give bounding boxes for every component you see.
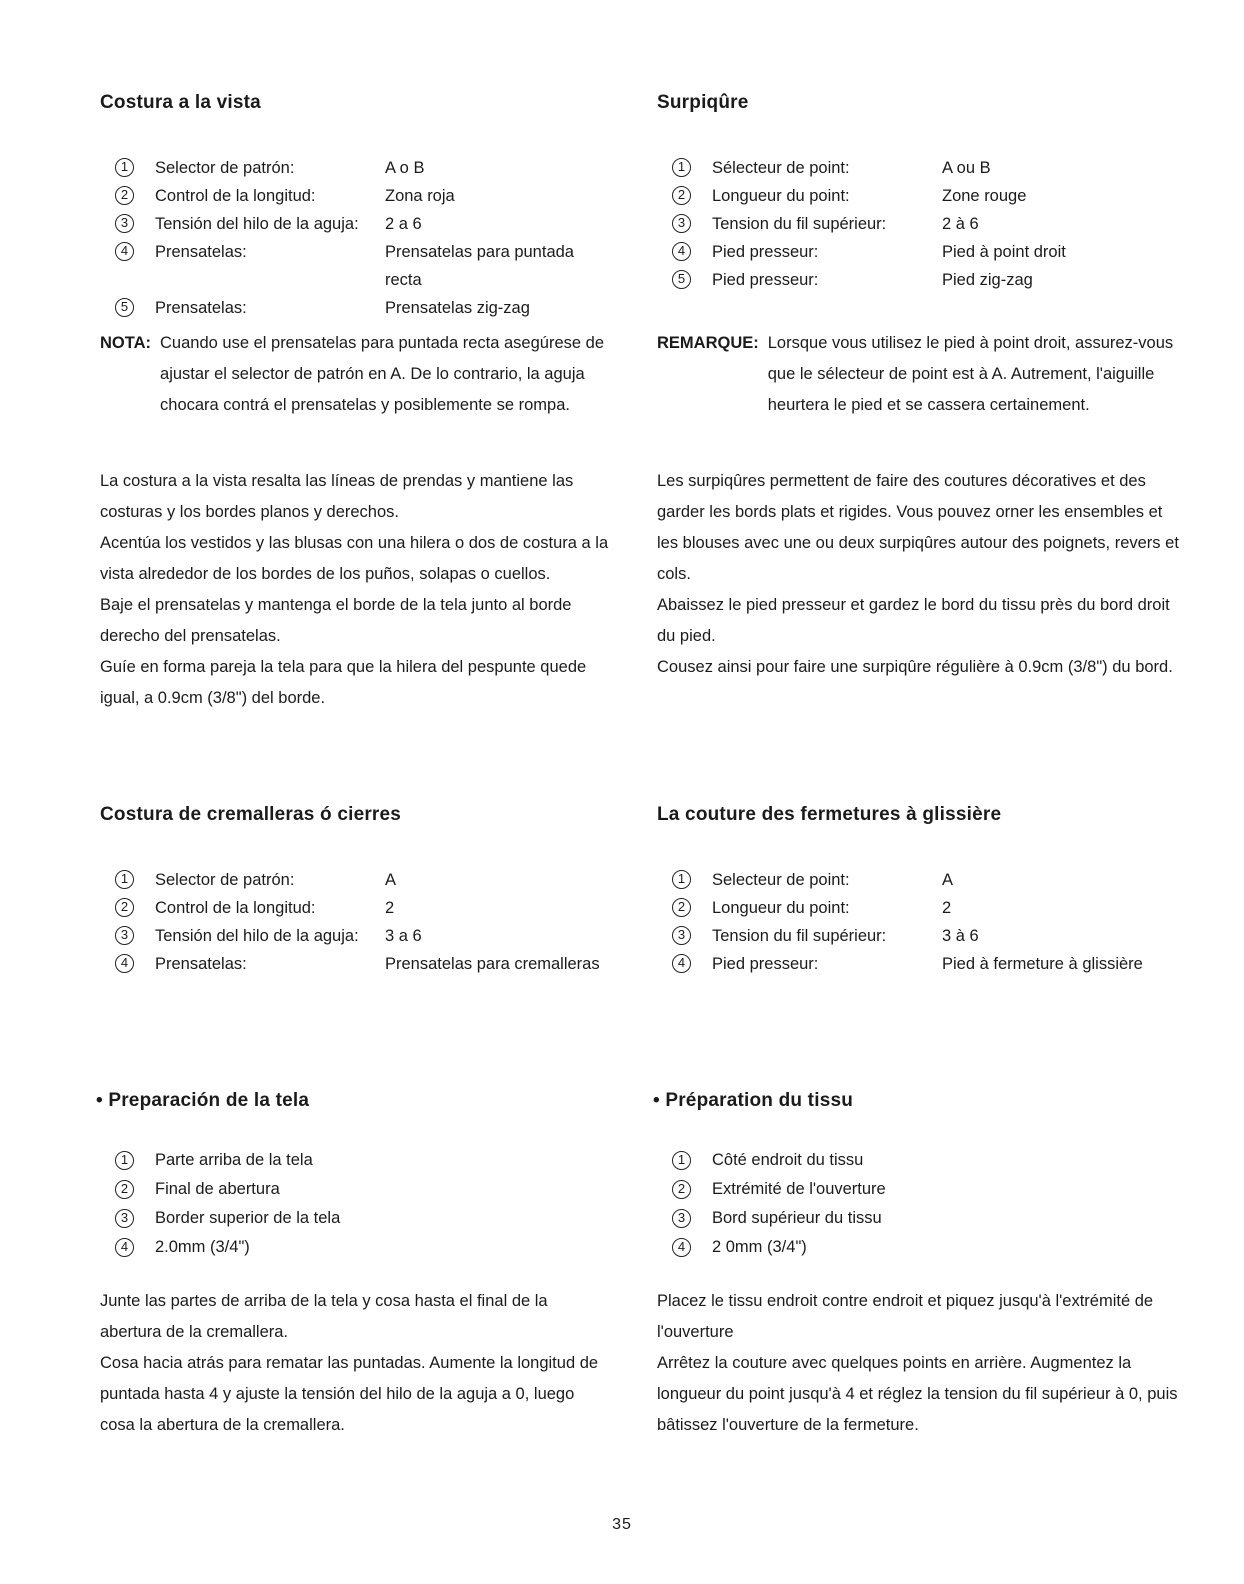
setting-label: Tensión del hilo de la aguja:: [155, 215, 359, 233]
setting-value: A: [942, 871, 954, 889]
setting-value: 2: [942, 899, 952, 917]
note-label: REMARQUE:: [657, 334, 759, 352]
circled-number: 1: [115, 158, 134, 177]
setting-value: Prensatelas para cremalleras: [385, 955, 600, 973]
setting-row: [672, 894, 1192, 922]
paragraph: Acentúa los vestidos y las blusas con una hilera o dos de costura a la vista alrededor de los bordes de los puños, solapas o cuellos.: [100, 534, 609, 583]
list-item-text: Final de abertura: [155, 1180, 280, 1198]
paragraph: Junte las partes de arriba de la tela y cosa hasta el final de la abertura de la cremallera.: [100, 1292, 548, 1341]
note-text: Cuando use el prensatelas para puntada recta asegúrese de ajustar el selector de patrón en A. De lo contrario, la aguja chocara contrá el prensatelas y posiblemente se rompa.: [160, 334, 604, 414]
settings-list-topstitch-es: [115, 154, 610, 322]
section-title-preparation-tissu: • Préparation du tissu: [653, 1090, 854, 1111]
setting-label: Control de la longitud:: [155, 187, 316, 205]
page-number: 35: [612, 1516, 632, 1533]
circled-number: 2: [672, 1180, 691, 1199]
setting-value: 2 a 6: [385, 215, 422, 233]
circled-number: 2: [115, 1180, 134, 1199]
circled-number: 4: [115, 242, 134, 261]
setting-label: Longueur du point:: [712, 899, 850, 917]
setting-label: Selector de patrón:: [155, 871, 295, 889]
paragraph: Les surpiqûres permettent de faire des coutures décoratives et des garder les bords plats et rigides. Vous pouvez orner les ensembles et les blouses avec une ou deux surpiqûres autour des poignets, revers et cols.: [657, 472, 1179, 583]
note-label: NOTA:: [100, 334, 152, 352]
setting-row: [115, 294, 610, 322]
circled-number: 5: [115, 298, 134, 317]
circled-number: 1: [672, 158, 691, 177]
circled-number: 3: [672, 214, 691, 233]
setting-label: Selector de patrón:: [155, 159, 295, 177]
body-text-topstitch-fr: [657, 466, 1179, 683]
paragraph: Placez le tissu endroit contre endroit et piquez jusqu'à l'extrémité de l'ouverture: [657, 1292, 1154, 1341]
section-title-surpiqure: Surpiqûre: [657, 92, 749, 113]
circled-number: 1: [672, 870, 691, 889]
setting-label: Control de la longitud:: [155, 899, 316, 917]
section-title-costura-a-la-vista: Costura a la vista: [100, 92, 261, 113]
setting-row: [115, 238, 610, 294]
setting-label: Tensión del hilo de la aguja:: [155, 927, 359, 945]
circled-number: 4: [672, 1238, 691, 1257]
setting-label: Prensatelas:: [155, 955, 247, 973]
list-item: [115, 1233, 610, 1262]
paragraph: Cosa hacia atrás para rematar las puntadas. Aumente la longitud de puntada hasta 4 y ajuste la tensión del hilo de la aguja a 0, luego cosa la abertura de la cremallera.: [100, 1354, 599, 1434]
setting-row: [115, 154, 610, 182]
setting-value: 2 à 6: [942, 215, 979, 233]
list-item-text: Bord supérieur du tissu: [712, 1209, 882, 1227]
body-text-prep-es: [100, 1286, 612, 1441]
setting-label: Prensatelas:: [155, 299, 247, 317]
settings-list-zipper-es: [115, 866, 610, 978]
body-text-prep-fr: [657, 1286, 1179, 1441]
section-title-preparacion-tela: • Preparación de la tela: [96, 1090, 310, 1111]
circled-number: 2: [115, 898, 134, 917]
list-item-text: Border superior de la tela: [155, 1209, 341, 1227]
settings-list-zipper-fr: [672, 866, 1192, 978]
setting-row: [115, 210, 610, 238]
circled-number: 4: [672, 242, 691, 261]
setting-value: Pied à point droit: [942, 243, 1066, 261]
circled-number: 4: [672, 954, 691, 973]
setting-value: Prensatelas zig-zag: [385, 299, 530, 317]
list-item-text: 2.0mm (3/4"): [155, 1238, 250, 1256]
setting-row: [672, 866, 1192, 894]
list-item: [672, 1233, 1192, 1262]
list-item: [115, 1175, 610, 1204]
circled-number: 3: [115, 1209, 134, 1228]
setting-label: Selecteur de point:: [712, 871, 850, 889]
circled-number: 2: [115, 186, 134, 205]
list-item: [115, 1204, 610, 1233]
setting-label: Pied presseur:: [712, 271, 819, 289]
section-title-fermetures: La couture des fermetures à glissière: [657, 804, 1002, 825]
setting-value: Prensatelas para puntada recta: [385, 243, 574, 289]
paragraph: Abaissez le pied presseur et gardez le bord du tissu près du bord droit du pied.: [657, 596, 1170, 645]
note-text: Lorsque vous utilisez le pied à point droit, assurez-vous que le sélecteur de point est à A. Autrement, l'aiguille heurtera le pied et se cassera certainement.: [767, 334, 1174, 414]
setting-row: [115, 894, 610, 922]
setting-row: [115, 922, 610, 950]
list-item-text: Extrémité de l'ouverture: [712, 1180, 886, 1198]
setting-row: [672, 210, 1192, 238]
setting-value: Zone rouge: [942, 187, 1027, 205]
setting-value: 3 à 6: [942, 927, 979, 945]
circled-number: 1: [115, 1151, 134, 1170]
setting-value: 2: [385, 899, 395, 917]
list-item: [115, 1146, 610, 1175]
setting-value: Pied zig-zag: [942, 271, 1033, 289]
paragraph: Baje el prensatelas y mantenga el borde de la tela junto al borde derecho del prensatelas.: [100, 596, 572, 645]
setting-row: [115, 866, 610, 894]
circled-number: 4: [115, 954, 134, 973]
nota-block: [100, 328, 612, 421]
circled-number: 2: [672, 898, 691, 917]
setting-row: [672, 266, 1192, 294]
setting-value: A ou B: [942, 159, 991, 177]
callout-list-prep-fr: [672, 1146, 1192, 1262]
setting-label: Pied presseur:: [712, 955, 819, 973]
setting-label: Tension du fil supérieur:: [712, 927, 887, 945]
list-item-text: Parte arriba de la tela: [155, 1151, 313, 1169]
circled-number: 3: [115, 214, 134, 233]
setting-label: Tension du fil supérieur:: [712, 215, 887, 233]
setting-row: [672, 154, 1192, 182]
paragraph: Guíe en forma pareja la tela para que la hilera del pespunte quede igual, a 0.9cm (3/8") del borde.: [100, 658, 587, 707]
setting-label: Prensatelas:: [155, 243, 247, 261]
list-item: [672, 1204, 1192, 1233]
setting-value: Pied à fermeture à glissière: [942, 955, 1143, 973]
callout-list-prep-es: [115, 1146, 610, 1262]
setting-row: [115, 950, 610, 978]
paragraph: Arrêtez la couture avec quelques points en arrière. Augmentez la longueur du point jusqu'à 4 et réglez la tension du fil supérieur à 0, puis bâtissez l'ouverture de la fermeture.: [657, 1354, 1178, 1434]
settings-list-topstitch-fr: [672, 154, 1192, 294]
circled-number: 4: [115, 1238, 134, 1257]
setting-value: 3 a 6: [385, 927, 422, 945]
list-item-text: Côté endroit du tissu: [712, 1151, 864, 1169]
setting-row: [672, 922, 1192, 950]
setting-row: [115, 182, 610, 210]
setting-label: Sélecteur de point:: [712, 159, 850, 177]
circled-number: 2: [672, 186, 691, 205]
setting-row: [672, 950, 1192, 978]
circled-number: 1: [672, 1151, 691, 1170]
setting-row: [672, 182, 1192, 210]
list-item: [672, 1175, 1192, 1204]
paragraph: Cousez ainsi pour faire une surpiqûre régulière à 0.9cm (3/8") du bord.: [657, 658, 1173, 676]
setting-row: [672, 238, 1192, 266]
list-item: [672, 1146, 1192, 1175]
setting-value: Zona roja: [385, 187, 455, 205]
setting-value: A: [385, 871, 397, 889]
remarque-block: [657, 328, 1179, 421]
circled-number: 3: [115, 926, 134, 945]
circled-number: 1: [115, 870, 134, 889]
section-title-cremalleras: Costura de cremalleras ó cierres: [100, 804, 402, 825]
body-text-topstitch-es: [100, 466, 612, 714]
setting-label: Pied presseur:: [712, 243, 819, 261]
paragraph: La costura a la vista resalta las líneas de prendas y mantiene las costuras y los bordes planos y derechos.: [100, 472, 574, 521]
circled-number: 5: [672, 270, 691, 289]
circled-number: 3: [672, 1209, 691, 1228]
circled-number: 3: [672, 926, 691, 945]
list-item-text: 2 0mm (3/4"): [712, 1238, 807, 1256]
setting-value: A o B: [385, 159, 425, 177]
setting-label: Longueur du point:: [712, 187, 850, 205]
